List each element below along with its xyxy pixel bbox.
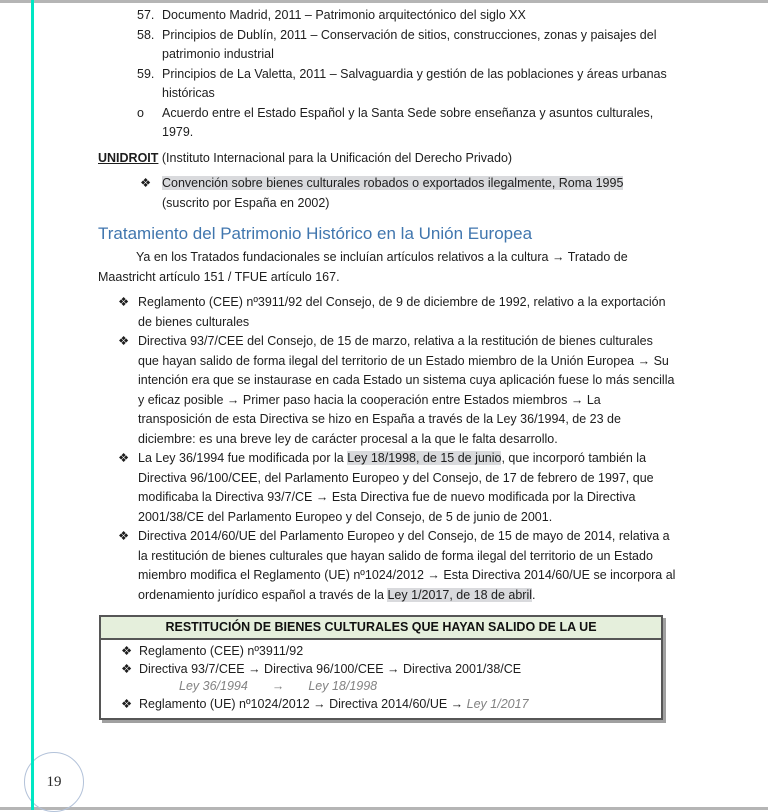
list-item-text — [138, 527, 676, 605]
highlighted-text: Ley 18/1998, de 15 de junio — [347, 451, 502, 465]
item-text: . — [532, 587, 536, 602]
list-item-text: Principios de Dublín, 2011 – Conservación de sitios, construcciones, zonas y paisajes del patrimonio industrial — [162, 27, 657, 61]
unidroit-definition: (Instituto Internacional para la Unificación del Derecho Privado) — [158, 150, 513, 165]
list-item — [98, 26, 676, 65]
list-item — [98, 104, 676, 143]
table-header: RESTITUCIÓN DE BIENES CULTURALES QUE HAYAN SALIDO DE LA UE — [101, 617, 661, 640]
table-body — [101, 640, 661, 718]
item-text: Reglamento (UE) nº1024/2012 → Directiva 2014/60/UE → — [139, 696, 467, 711]
list-item-text — [138, 293, 676, 332]
highlighted-text: Convención sobre bienes culturales robados o exportados ilegalmente, Roma 1995 — [162, 176, 624, 190]
item-text: Directiva 2014/60/UE del Parlamento Europeo y del Consejo, de 15 de mayo de 2014, relativa a la restitución de bienes culturales que hayan salido de forma ilegal del territorio de un Estado miembro modifica el Reglamento (UE) nº1024/2012 → Esta Directiva 2014/60/UE se incorpora al ordenamiento jurídico español a través de la — [138, 529, 676, 602]
section-heading: Tratamiento del Patrimonio Histórico en la Unión Europea — [98, 224, 533, 243]
eu-regulations-list — [98, 293, 676, 605]
list-item-text: Documento Madrid, 2011 – Patrimonio arquitectónico del siglo XX — [162, 8, 526, 22]
list-item — [98, 332, 676, 449]
page-content — [98, 6, 676, 720]
item-text: Reglamento (CEE) nº3911/92 del Consejo, de 9 de diciembre de 1992, relativo a la exportación de bienes culturales — [138, 295, 666, 329]
item-text: Directiva 93/7/CEE del Consejo, de 15 de marzo, relativa a la restitución de bienes culturales que hayan salido de forma ilegal del territorio de un Estado miembro de la Unión Europea → Su intención era que se instaurase en cada Estado un sistema cuya aplicación fuese lo más sencilla y eficaz posible → Primer paso hacia la cooperación entre Estados miembros → La transposición de esta Directiva se hizo en España a través de la Ley 36/1994, de 23 de diciembre: es una breve ley de carácter procesal a la que le falta desarrollo. — [138, 334, 675, 446]
diamond-bullet-icon: ❖ — [121, 661, 133, 676]
diamond-bullet-icon: ❖ — [121, 644, 133, 658]
list-item-text — [138, 449, 676, 527]
table-row — [101, 643, 655, 661]
law-reference: Ley 1/2017 — [466, 696, 529, 711]
table-row — [101, 696, 655, 714]
diamond-bullet-icon: ❖ — [118, 529, 130, 543]
list-item-text — [138, 332, 676, 449]
highlighted-text: Ley 1/2017, de 18 de abril — [387, 587, 533, 602]
diamond-bullet-icon: ❖ — [121, 696, 133, 711]
list-number: 59. — [137, 66, 155, 81]
diamond-bullet-icon: ❖ — [118, 334, 130, 348]
list-item — [98, 6, 676, 26]
unidroit-paragraph — [98, 149, 676, 169]
diamond-bullet-icon: ❖ — [140, 176, 152, 190]
top-rule — [0, 0, 768, 3]
list-item — [98, 527, 676, 605]
unidroit-term: UNIDROIT — [98, 150, 159, 165]
list-bullet: o — [137, 105, 144, 120]
law-reference: Ley 18/1998 — [308, 679, 378, 693]
list-item-text: Acuerdo entre el Estado Español y la Santa Sede sobre enseñanza y asuntos culturales, 1979. — [162, 105, 654, 139]
list-item — [98, 293, 676, 332]
convention-list-item — [98, 174, 676, 213]
list-item — [98, 65, 676, 104]
list-number: 57. — [137, 8, 155, 22]
table-subrow — [101, 678, 655, 696]
arrow-icon: → — [271, 679, 285, 693]
law-reference: Ley 36/1994 — [179, 679, 248, 693]
restitution-summary-table — [99, 615, 663, 720]
table-cell-text: Directiva 93/7/CEE → Directiva 96/100/CEE → Directiva 2001/38/CE — [139, 661, 522, 676]
intro-paragraph: Ya en los Tratados fundacionales se incluían artículos relativos a la cultura → Tratado de Maastricht artículo 151 / TFUE artículo 167. — [98, 250, 628, 284]
item-text: La Ley 36/1994 fue modificada por la — [138, 451, 348, 465]
convention-subtext: (suscrito por España en 2002) — [162, 195, 330, 210]
table-cell-text — [139, 696, 655, 714]
diamond-bullet-icon: ❖ — [118, 295, 130, 309]
table-row — [101, 661, 655, 679]
convention-text — [162, 174, 676, 213]
list-item — [98, 449, 676, 527]
list-item-text: Principios de La Valetta, 2011 – Salvaguardia y gestión de las poblaciones y áreas urbanas históricas — [162, 66, 667, 100]
list-number: 58. — [137, 27, 155, 42]
item-text: , que incorporó también la Directiva 96/100/CEE, del Parlamento Europeo y del Consejo, de 17 de febrero de 1997, que modificaba la Directiva 93/7/CE → Esta Directiva fue de nuevo modificada por la Directiva 2001/38/CE del Parlamento Europeo y del Consejo, de 5 de junio de 2001. — [138, 451, 654, 524]
page-number: 19 — [46, 773, 62, 790]
table-cell-text: Reglamento (CEE) nº3911/92 — [139, 644, 304, 658]
left-accent-line — [31, 0, 34, 810]
diamond-bullet-icon: ❖ — [118, 451, 130, 465]
